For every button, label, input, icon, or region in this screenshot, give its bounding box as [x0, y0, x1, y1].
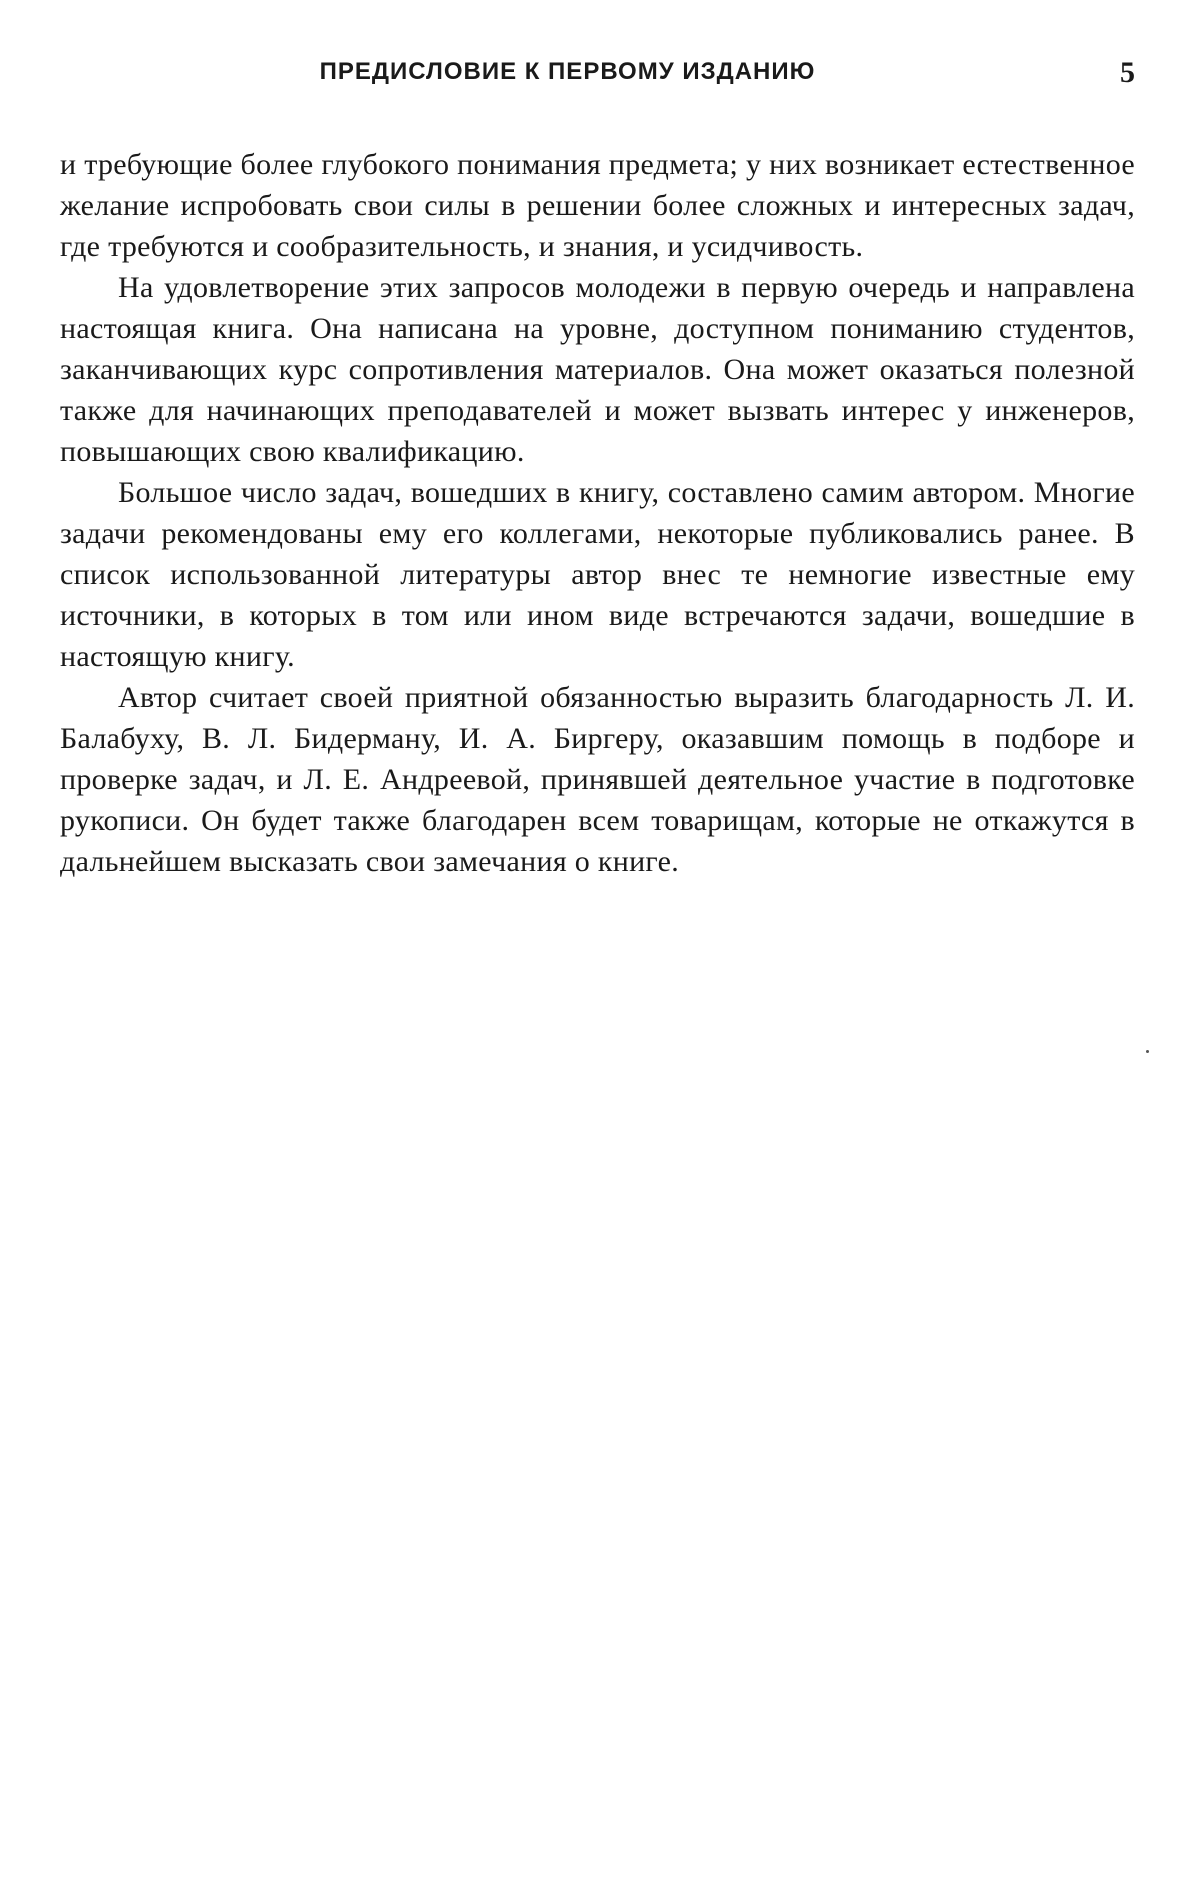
page-number: 5	[1120, 56, 1135, 89]
running-title: ПРЕДИСЛОВИЕ К ПЕРВОМУ ИЗДАНИЮ	[319, 58, 816, 85]
paragraph-sources: Большое число задач, вошедших в книгу, составлено самим автором. Многие задачи рекомендованы ему его коллегами, некоторые публиковались ранее. В список использованной литературы автор внес те немногие известные ему источники, в которых в том или ином виде встречаются задачи, вошедшие в настоящую книгу.	[60, 476, 1135, 673]
paragraph-acknowledgements: Автор считает своей приятной обязанностью выразить благодарность Л. И. Балабуху, В. Л. Бидерману, И. А. Биргеру, оказавшим помощь в подборе и проверке задач, и Л. Е. Андреевой, принявшей деятельное участие в подготовке рукописи. Он будет также благодарен всем товарищам, которые не откажутся в дальнейшем высказать свои замечания о книге.	[60, 681, 1135, 878]
paragraph-continuation: и требующие более глубокого понимания предмета; у них возникает естественное желание испробовать свои силы в решении более сложных и интересных задач, где требуются и сообразительность, и знания, и усидчивость.	[60, 148, 1135, 263]
print-speck	[1146, 1050, 1149, 1053]
running-head	[60, 58, 1135, 98]
paragraph-purpose: На удовлетворение этих запросов молодежи в первую очередь и направлена настоящая книга. Она написана на уровне, доступном пониманию студентов, заканчивающих курс сопротивления материалов. Она может оказаться полезной также для начинающих преподавателей и может вызвать интерес у инженеров, повышающих свою квалификацию.	[60, 271, 1135, 468]
body-text	[60, 144, 1135, 882]
